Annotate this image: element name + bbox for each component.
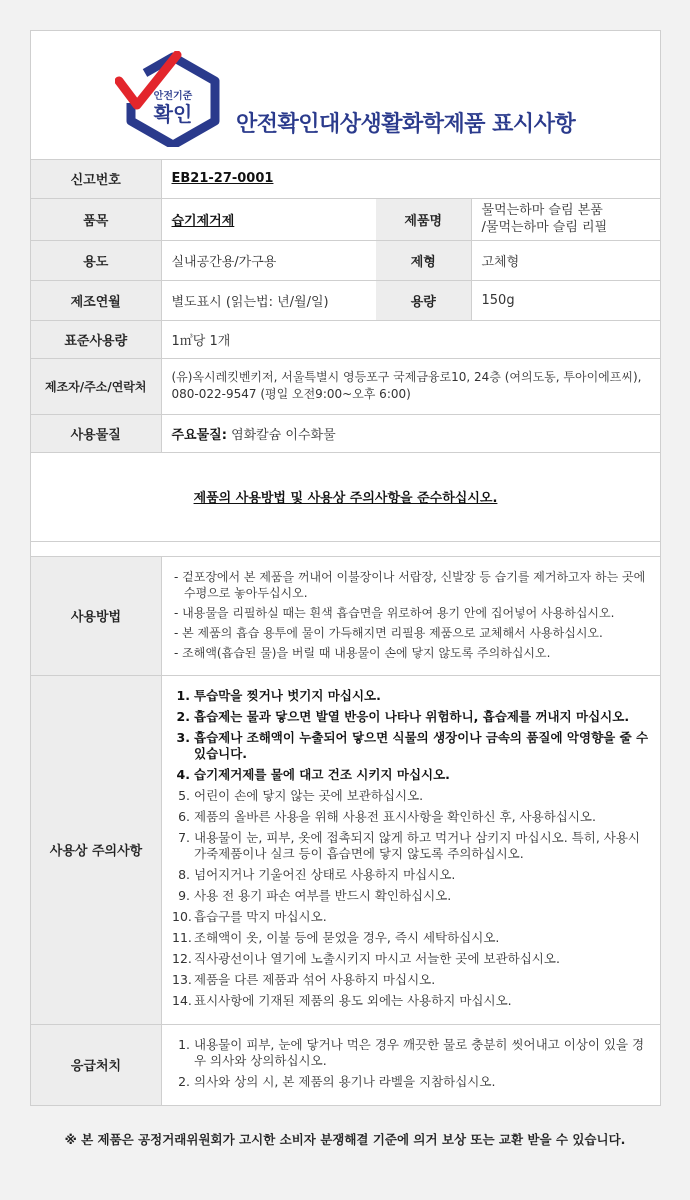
list-item xyxy=(172,1074,650,1090)
manufacturer-value-2: 080-022-9547 (평일 오전9:00~오후 6:00) xyxy=(171,387,411,401)
list-item xyxy=(172,730,650,762)
usage-line: - 조해액(흡습된 물)을 버릴 때 내용물이 손에 닿지 않도록 주의하십시오. xyxy=(174,645,551,660)
list-item xyxy=(172,867,650,883)
substance-key: 주요물질: xyxy=(171,427,227,443)
form-value: 고체형 xyxy=(471,240,660,280)
list-item-number: 4. xyxy=(176,766,190,782)
report-no-label: 신고번호 xyxy=(31,160,161,198)
list-item xyxy=(172,1037,650,1069)
list-item-number: 2. xyxy=(176,708,190,724)
list-item-number: 5. xyxy=(178,787,190,803)
list-item-text: 제품의 올바른 사용을 위해 사용전 표시사항을 확인하신 후, 사용하십시오. xyxy=(194,808,596,824)
standard-use-label: 표준사용량 xyxy=(31,320,161,358)
list-item-number: 6. xyxy=(178,808,190,824)
table-row xyxy=(31,280,660,320)
list-item-number: 9. xyxy=(178,887,190,903)
report-no-value: EB21-27-0001 xyxy=(171,171,274,187)
list-item xyxy=(172,688,650,704)
list-item-number: 1. xyxy=(178,1036,190,1052)
product-name-label: 제품명 xyxy=(376,198,471,240)
substance-value: 염화칼슘 이수화물 xyxy=(226,427,336,443)
usage-line: - 겉포장에서 본 제품을 꺼내어 이불장이나 서랍장, 신발장 등 습기를 제거하고자 하는 곳에 수평으로 놓아두십시오. xyxy=(174,569,646,600)
manufacturer-value-1: (유)옥시레킷벤키저, 서울특별시 영등포구 국제금융로10, 24층 (여의도동, 투아이에프씨), xyxy=(171,370,642,384)
page-title: 안전확인대상생활화학제품 표시사항 xyxy=(236,112,576,137)
list-item-text: 흡습제나 조해액이 누출되어 닿으면 식물의 생장이나 금속의 품질에 악영향을 줄 수 있습니다. xyxy=(194,729,649,761)
list-item-text: 사용 전 용기 파손 여부를 반드시 확인하십시오. xyxy=(194,887,452,903)
list-item-number: 13. xyxy=(172,971,192,987)
logo-main-text: 확인 xyxy=(153,102,193,126)
caution-body xyxy=(162,676,660,1024)
list-item xyxy=(172,830,650,862)
list-item-number: 3. xyxy=(176,729,190,745)
list-item-text: 표시사항에 기재된 제품의 용도 외에는 사용하지 마십시오. xyxy=(194,992,512,1008)
notice-text: 제품의 사용방법 및 사용상 주의사항을 준수하십시오. xyxy=(193,491,498,506)
notice-box xyxy=(31,453,660,542)
list-item-number: 8. xyxy=(178,866,190,882)
list-item xyxy=(172,709,650,725)
product-name-value-1: 물먹는하마 슬림 본품 xyxy=(481,203,603,218)
list-item-number: 7. xyxy=(178,829,190,845)
table-row xyxy=(31,240,660,280)
use-value: 실내공간용/가구용 xyxy=(161,240,376,280)
list-item-text: 습기제거제를 물에 대고 건조 시키지 마십시오. xyxy=(194,766,450,782)
list-item-text: 제품을 다른 제품과 섞어 사용하지 마십시오. xyxy=(194,971,436,987)
manufacturer-label: 제조자/주소/연락처 xyxy=(31,358,161,414)
list-item-number: 1. xyxy=(176,687,190,703)
header xyxy=(31,31,660,160)
footer-note: ※ 본 제품은 공정거래위원회가 고시한 소비자 분쟁해결 기준에 의거 보상 또는 교환 받을 수 있습니다. xyxy=(64,1132,626,1147)
form-label: 제형 xyxy=(376,240,471,280)
list-item-number: 10. xyxy=(172,908,192,924)
list-item xyxy=(172,951,650,967)
usage-line: - 본 제품의 흡습 용투에 물이 가득해지면 리필용 제품으로 교체해서 사용하십시오. xyxy=(174,625,603,640)
use-label: 용도 xyxy=(31,240,161,280)
list-item-number: 11. xyxy=(172,929,192,945)
capacity-label: 용량 xyxy=(376,280,471,320)
list-item-text: 흡습구를 막지 마십시오. xyxy=(194,908,327,924)
safety-check-logo xyxy=(115,51,231,147)
list-item-text: 넘어지거나 기울어진 상태로 사용하지 마십시오. xyxy=(194,866,456,882)
list-item xyxy=(172,972,650,988)
list-item xyxy=(172,930,650,946)
mfg-date-value: 별도표시 (읽는법: 년/월/일) xyxy=(161,280,376,320)
list-item xyxy=(172,993,650,1009)
usage-body xyxy=(162,557,660,675)
logo-top-text: 안전기준 xyxy=(153,91,193,102)
list-item xyxy=(172,767,650,783)
list-item xyxy=(172,788,650,804)
item-label: 품목 xyxy=(31,198,161,240)
standard-use-value: 1㎥당 1개 xyxy=(161,320,660,358)
table-row xyxy=(31,198,660,240)
item-value: 습기제거제 xyxy=(171,213,235,229)
table-row xyxy=(31,320,660,358)
table-row xyxy=(31,414,660,452)
info-table xyxy=(31,160,660,453)
first-aid-section xyxy=(31,1025,660,1105)
product-name-value-2: /물먹는하마 슬림 리필 xyxy=(481,220,608,235)
usage-section xyxy=(31,557,660,676)
substance-label: 사용물질 xyxy=(31,414,161,452)
capacity-value: 150g xyxy=(471,280,660,320)
list-item-text: 직사광선이나 열기에 노출시키지 마시고 서늘한 곳에 보관하십시오. xyxy=(194,950,560,966)
table-row xyxy=(31,358,660,414)
list-item-text: 조해액이 옷, 이불 등에 묻었을 경우, 즉시 세탁하십시오. xyxy=(194,929,500,945)
usage-label: 사용방법 xyxy=(31,557,162,675)
label-card xyxy=(30,30,661,1106)
section-divider xyxy=(31,542,660,557)
list-item xyxy=(172,909,650,925)
list-item-number: 12. xyxy=(172,950,192,966)
list-item xyxy=(172,888,650,904)
caution-label: 사용상 주의사항 xyxy=(31,676,162,1024)
list-item-number: 2. xyxy=(178,1073,190,1089)
list-item-text: 내용물이 눈, 피부, 옷에 접촉되지 않게 하고 먹거나 삼키지 마십시오. 특히, 사용시 가죽제품이나 실크 등이 흡습면에 닿지 않도록 주의하십시오. xyxy=(194,829,641,861)
list-item xyxy=(172,809,650,825)
first-aid-body xyxy=(162,1025,660,1105)
first-aid-label: 응급처치 xyxy=(31,1025,162,1105)
mfg-date-label: 제조연월 xyxy=(31,280,161,320)
list-item-text: 내용물이 피부, 눈에 닿거나 먹은 경우 깨끗한 물로 충분히 씻어내고 이상이 있을 경우 의사와 상의하십시오. xyxy=(194,1036,645,1068)
list-item-text: 흡습제는 물과 닿으면 발열 반응이 나타나 위험하니, 흡습제를 꺼내지 마십시오. xyxy=(194,708,630,724)
list-item-number: 14. xyxy=(172,992,192,1008)
list-item-text: 어린이 손에 닿지 않는 곳에 보관하십시오. xyxy=(194,787,424,803)
caution-section xyxy=(31,676,660,1025)
list-item-text: 투습막을 찢거나 벗기지 마십시오. xyxy=(194,687,381,703)
table-row xyxy=(31,160,660,198)
usage-line: - 내용물을 리필하실 때는 흰색 흡습면을 위로하여 용기 안에 집어넣어 사용하십시오. xyxy=(174,605,615,620)
list-item-text: 의사와 상의 시, 본 제품의 용기나 라벨을 지참하십시오. xyxy=(194,1073,496,1089)
